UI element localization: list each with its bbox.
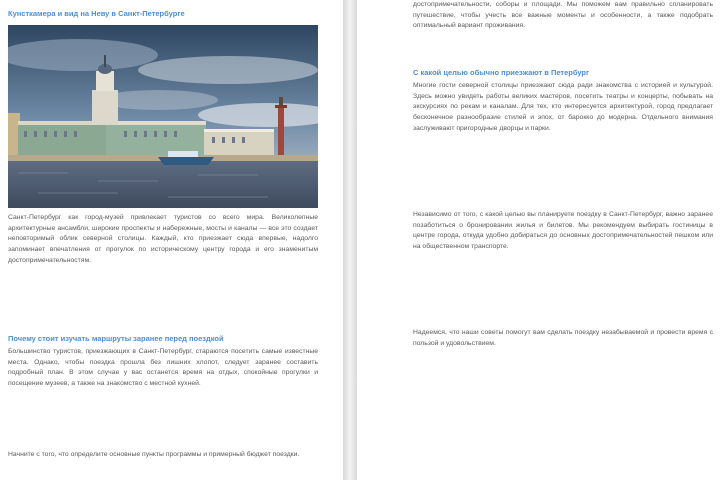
city-photo [8,25,318,208]
page-gutter [343,0,357,480]
section-heading[interactable]: Почему стоит изучать маршруты заранее перед поездкой [8,334,224,343]
right-page [357,0,720,480]
section-heading[interactable]: Кунсткамера и вид на Неву в Санкт-Петербурге [8,9,185,18]
kunstkamera-image [8,25,318,208]
section-heading[interactable]: С какой целью обычно приезжают в Петербург [413,68,590,77]
left-page [0,0,343,480]
body-paragraph: Независимо от того, с какой целью вы планируете поездку в Санкт-Петербург, важно заранее позаботиться о бронировании жилья и билетов. Мы рекомендуем выбирать гостиницы в центре города, откуда удобно добираться до основных достопримечательностей пешком или на общественном транспорте. [413,211,713,251]
intro-paragraph: Санкт-Петербург как город-музей привлекает туристов со всего мира. Великолепные архитектурные ансамбли, широкие проспекты и набережные, мосты и каналы — все это создает неповторимый облик северной столицы. Каждый, кто приезжает сюда впервые, надолго запоминает впечатления от прогулок по историческому центру города и его знаменитым достопримечательностям. [8,214,318,264]
body-paragraph: Многие гости северной столицы приезжают сюда ради знакомства с историей и культурой. Здесь можно увидеть работы великих мастеров, посетить театры и концерты, побывать на экскурсиях по рекам и каналам. Для тех, кто интересуется архитектурой, город предлагает бесконечное разнообразие стилей и эпох, от барокко до модерна. Отдельного внимания заслуживают пригородные дворцы и парки. [413,82,713,132]
body-paragraph: достопримечательности, соборы и площади. Мы поможем вам правильно спланировать путешествие, чтобы учесть все важные моменты и особенности, а также подобрать оптимальный вариант проживания. [413,1,713,30]
body-paragraph: Большинство туристов, приезжающих в Санкт-Петербург, стараются посетить самые известные места. Однако, чтобы поездка прошла без лишних хлопот, следует заранее составить подробный план. В этом случае у вас останется время на отдых, спокойные прогулки и посещение музеев, а также на знакомство с местной кухней. [8,348,318,388]
body-paragraph: Начните с того, что определите основные пункты программы и примерный бюджет поездки. [8,451,300,458]
body-paragraph: Надеемся, что наши советы помогут вам сделать поездку незабываемой и провести время с пользой и удовольствием. [413,329,713,347]
